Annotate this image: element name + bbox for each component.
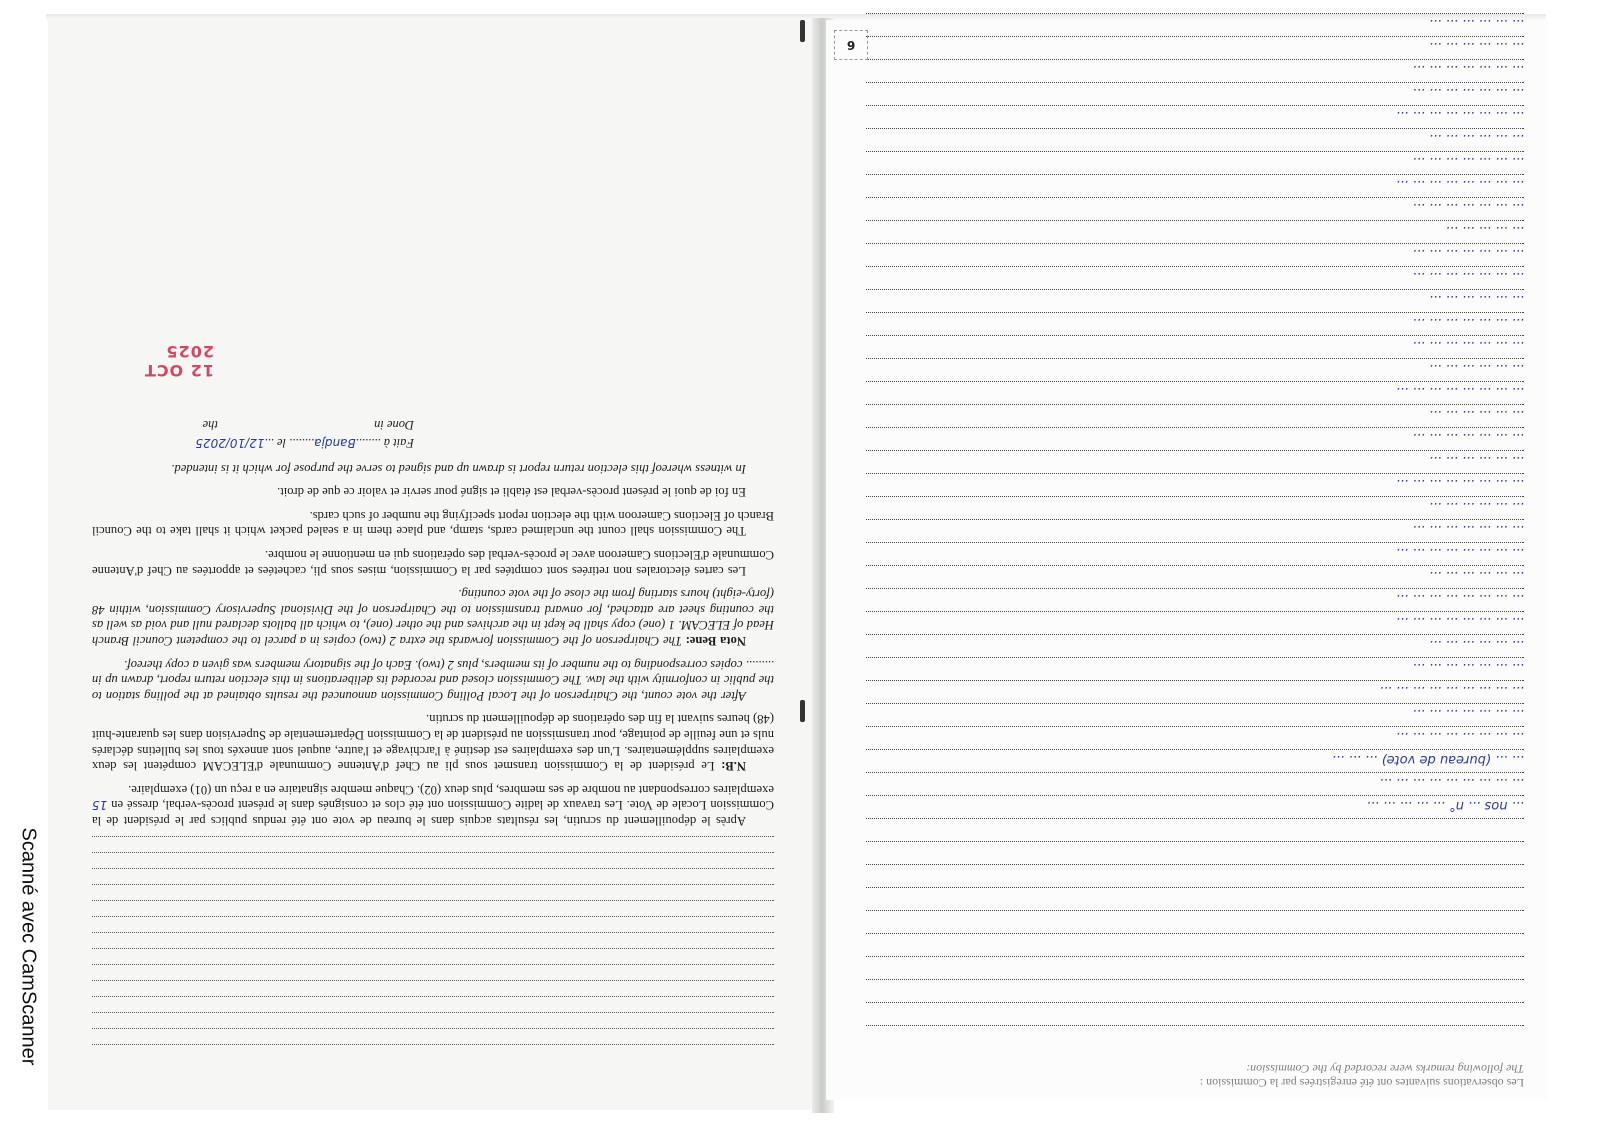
dotted-line	[92, 996, 774, 1012]
handwritten-copies: 15	[92, 798, 108, 813]
dotted-line	[92, 1044, 774, 1060]
text: Après le dépouillement du scrutin, les résultats acquis dans le bureau de vote ont été rendus publics par le président de la Commission Locale de Vote. Les travaux de ladite Commission ont été clos et consignés dans le présent procès-verbal, dressé en	[92, 798, 774, 828]
dotted-line	[92, 948, 774, 964]
remark-line	[866, 59, 1524, 82]
handwritten-remark: ... ... ... ... ... ... ...	[1412, 706, 1524, 721]
handwritten-remark: ... ... (bureau de vote) ... ... ...	[1331, 752, 1524, 767]
dotted-line	[92, 964, 774, 980]
remark-line	[866, 519, 1524, 542]
handwritten-remark: ... ... ... ... ... ... ... ...	[1395, 729, 1524, 744]
remark-line	[866, 841, 1524, 864]
le-label: le	[277, 436, 287, 451]
handwritten-remark: ... ... ... ... ... ...	[1428, 361, 1524, 376]
remark-line	[866, 105, 1524, 128]
remark-line	[866, 726, 1524, 749]
handwritten-remark: ... ... ... ... ... ... ...	[1412, 338, 1524, 353]
dotted-line	[92, 1012, 774, 1028]
staple	[800, 700, 805, 722]
handwritten-remark: ... ... ... ... ... ... ...	[1412, 660, 1524, 675]
paragraph-en-witness: In witness whereof this election return report is drawn up and signed to serve the purpose for which it is intended.	[171, 461, 746, 476]
remark-line	[866, 611, 1524, 634]
paragraph-en-cards: The Commission shall count the unclaimed cards, stamp, and place them in a sealed packet which it shall take to the Council Branch of Elections Cameroon with the election report specifying the number of such cards.	[92, 508, 774, 539]
remark-line	[866, 864, 1524, 887]
the-label: the	[202, 418, 218, 433]
remarks-heading	[866, 1062, 1524, 1090]
remark-line	[866, 749, 1524, 772]
done-in-line	[203, 417, 414, 432]
dotted-line	[92, 916, 774, 932]
remark-line	[866, 312, 1524, 335]
fait-a-line: Fait à ........Bandja........ le ...12/10/2025	[195, 436, 414, 451]
handwritten-remark: ... ... ... ... ... ...	[1428, 637, 1524, 652]
remark-line	[866, 979, 1524, 1002]
handwritten-date: 12/10/2025	[195, 436, 265, 451]
remarks-lines	[866, 0, 1524, 1048]
text: exemplaires correspondant au nombre de ses membres, plus deux (02). Chaque membre signataire en a reçu un (01) exemplaire.	[128, 782, 774, 797]
paragraph-fr-witness: En foi de quoi le présent procès-verbal est établi et signé pour servir et valoir ce que de droit.	[277, 485, 746, 500]
handwritten-remark: ... ... ... ... ... ... ... ...	[1395, 384, 1524, 399]
remark-line	[866, 450, 1524, 473]
handwritten-remark: ... ... ... ... ... ... ...	[1412, 315, 1524, 330]
remark-line	[866, 933, 1524, 956]
remark-line	[866, 1002, 1524, 1025]
remark-line	[866, 680, 1524, 703]
dotted-line	[92, 884, 774, 900]
remark-line	[866, 427, 1524, 450]
handwritten-remark: ... ... ... ... ...	[1445, 223, 1524, 238]
handwritten-remark: ... ... ... ... ... ...	[1428, 568, 1524, 583]
fait-label: Fait à	[383, 436, 414, 451]
remark-line	[866, 795, 1524, 818]
remark-line	[866, 542, 1524, 565]
remark-line	[866, 289, 1524, 312]
remark-line	[866, 956, 1524, 979]
right-page	[826, 16, 1548, 1100]
remark-line	[866, 174, 1524, 197]
dotted-line	[92, 900, 774, 916]
remark-line	[866, 772, 1524, 795]
handwritten-remark: ... ... ... ... ... ... ... ... ...	[1379, 683, 1524, 698]
handwritten-remark: ... ... ... ... ... ... ... ...	[1395, 545, 1524, 560]
remark-line	[866, 703, 1524, 726]
handwritten-remark: ... ... ... ... ... ...	[1428, 453, 1524, 468]
handwritten-remark: ... ... ... ... ... ...	[1428, 499, 1524, 514]
remark-line	[866, 82, 1524, 105]
handwritten-remark: ... ... ... ... ... ... ... ...	[1395, 614, 1524, 629]
camscanner-watermark	[8, 800, 38, 1100]
handwritten-remark: ... nos ... n° ... ... ... ... ...	[1366, 798, 1524, 813]
remark-line	[866, 1025, 1524, 1048]
handwritten-remark: ... ... ... ... ... ... ...	[1412, 62, 1524, 77]
dotted-line	[92, 868, 774, 884]
dotted-line	[92, 852, 774, 868]
handwritten-remark: ... ... ... ... ... ... ...	[1412, 522, 1524, 537]
remark-line	[866, 473, 1524, 496]
remark-line	[866, 910, 1524, 933]
paragraph-fr-nb	[92, 711, 774, 773]
remark-line	[866, 818, 1524, 841]
nota-bene-label: Nota Bene:	[685, 634, 746, 649]
remark-line	[866, 634, 1524, 657]
handwritten-remark: ... ... ... ... ... ...	[1428, 39, 1524, 54]
remark-line	[866, 496, 1524, 519]
handwritten-remark: ... ... ... ... ... ... ... ... ...	[1379, 775, 1524, 790]
handwritten-remark: ... ... ... ... ... ... ...	[1412, 430, 1524, 445]
handwritten-remark: ... ... ... ... ... ... ...	[1412, 246, 1524, 261]
right-page-content	[826, 16, 1548, 1100]
handwritten-remark: ... ... ... ... ... ... ... ...	[1395, 476, 1524, 491]
done-in-label: Done in	[374, 418, 414, 433]
remark-line	[866, 565, 1524, 588]
paragraph-fr-cards: Les cartes électorales non retirées sont comptées par la Commission, mises sous pli, cachetées et apportées au Chef d'Antenne Communale d'Elections Cameroon avec le procès-verbal des opérations qui en mentionne le nombre.	[92, 548, 774, 578]
dotted-line	[92, 836, 774, 852]
handwritten-remark: ... ... ... ... ... ...	[1428, 292, 1524, 307]
handwritten-remark: ... ... ... ... ... ...	[1428, 407, 1524, 422]
handwritten-remark: ... ... ... ... ... ... ... ...	[1395, 108, 1524, 123]
remark-line	[866, 243, 1524, 266]
handwritten-remark: ... ... ... ... ... ... ... ...	[1395, 177, 1524, 192]
left-page-content	[48, 20, 818, 1110]
page-number: 6	[834, 30, 868, 60]
nb-label: N.B:	[721, 759, 746, 774]
text: Le président de la Commission transmet sous pli au Chef d'Antenne Communale d'ELECAM compétent les deux exemplaires supplémentaires. L'un des exemplaires est destiné à l'archivage et l'autre, auquel sont annexés tous les bulletins déclarés nuls et une feuille de pointage, pour transmission au président de la Commission Départementale de Supervision dans les quarante-huit (48) heures suivant la fin des opérations de dépouillement du scrutin.	[92, 712, 774, 774]
paragraph-en-results: After the vote count, the Chairperson of the Local Polling Commission announced the results obtained at the polling station to the public in conformity with the law. The Commission closed and recorded its deliberations in this election return report, drawn up in ......... copies corresponding to the number of its members, plus 2 (two). Each of the signatory members was given a copy thereof.	[92, 657, 774, 703]
remark-line	[866, 887, 1524, 910]
heading-en: The following remarks were recorded by the Commission:	[1246, 1062, 1524, 1076]
date-stamp: 12 OCT 2025	[143, 342, 214, 381]
remark-line	[866, 36, 1524, 59]
signature-block	[92, 340, 774, 450]
dotted-line	[92, 932, 774, 948]
remark-line	[866, 128, 1524, 151]
staple	[800, 20, 805, 42]
left-page	[48, 20, 818, 1110]
handwritten-remark: ... ... ... ... ... ... ... ...	[1395, 591, 1524, 606]
remark-line	[866, 335, 1524, 358]
heading-fr: Les observations suivantes ont été enregistrées par la Commission :	[1199, 1076, 1524, 1090]
dotted-line	[92, 980, 774, 996]
remark-line	[866, 151, 1524, 174]
remark-line	[866, 197, 1524, 220]
remark-line	[866, 588, 1524, 611]
handwritten-remark: ... ... ... ... ... ... ...	[1412, 154, 1524, 169]
dotted-lines	[92, 836, 774, 1060]
paragraph-fr-results	[92, 781, 774, 828]
watermark-text: Scanné avec CamScanner	[17, 827, 40, 1066]
remark-line	[866, 358, 1524, 381]
handwritten-place: Bandja	[314, 436, 356, 451]
handwritten-remark: ... ... ... ... ... ...	[1428, 131, 1524, 146]
remark-line	[866, 220, 1524, 243]
text: The Chairperson of the Commission forwards the extra 2 (two) copies in a parcel to the competent Council Branch Head of ELECAM. 1 (one) copy shall be kept in the archives and the other (one), to which all ballots declared null and void as well as the counting sheet are attached, for onward transmission to the Chairperson of the Divisional Supervisory Commission, within 48 (forty-eight) hours starting from the close of the vote counting.	[92, 587, 774, 649]
remark-line	[866, 404, 1524, 427]
remark-line	[866, 657, 1524, 680]
remark-line	[866, 0, 1524, 13]
paragraph-en-nb	[92, 586, 774, 648]
dotted-line	[92, 1028, 774, 1044]
handwritten-remark: ... ... ... ... ... ... ...	[1412, 269, 1524, 284]
remark-line	[866, 381, 1524, 404]
handwritten-remark: ... ... ... ... ... ... ...	[1412, 85, 1524, 100]
handwritten-remark: ... ... ... ... ... ...	[1428, 16, 1524, 31]
handwritten-remark: ... ... ... ... ... ... ...	[1412, 200, 1524, 215]
remark-line	[866, 266, 1524, 289]
remark-line	[866, 13, 1524, 36]
